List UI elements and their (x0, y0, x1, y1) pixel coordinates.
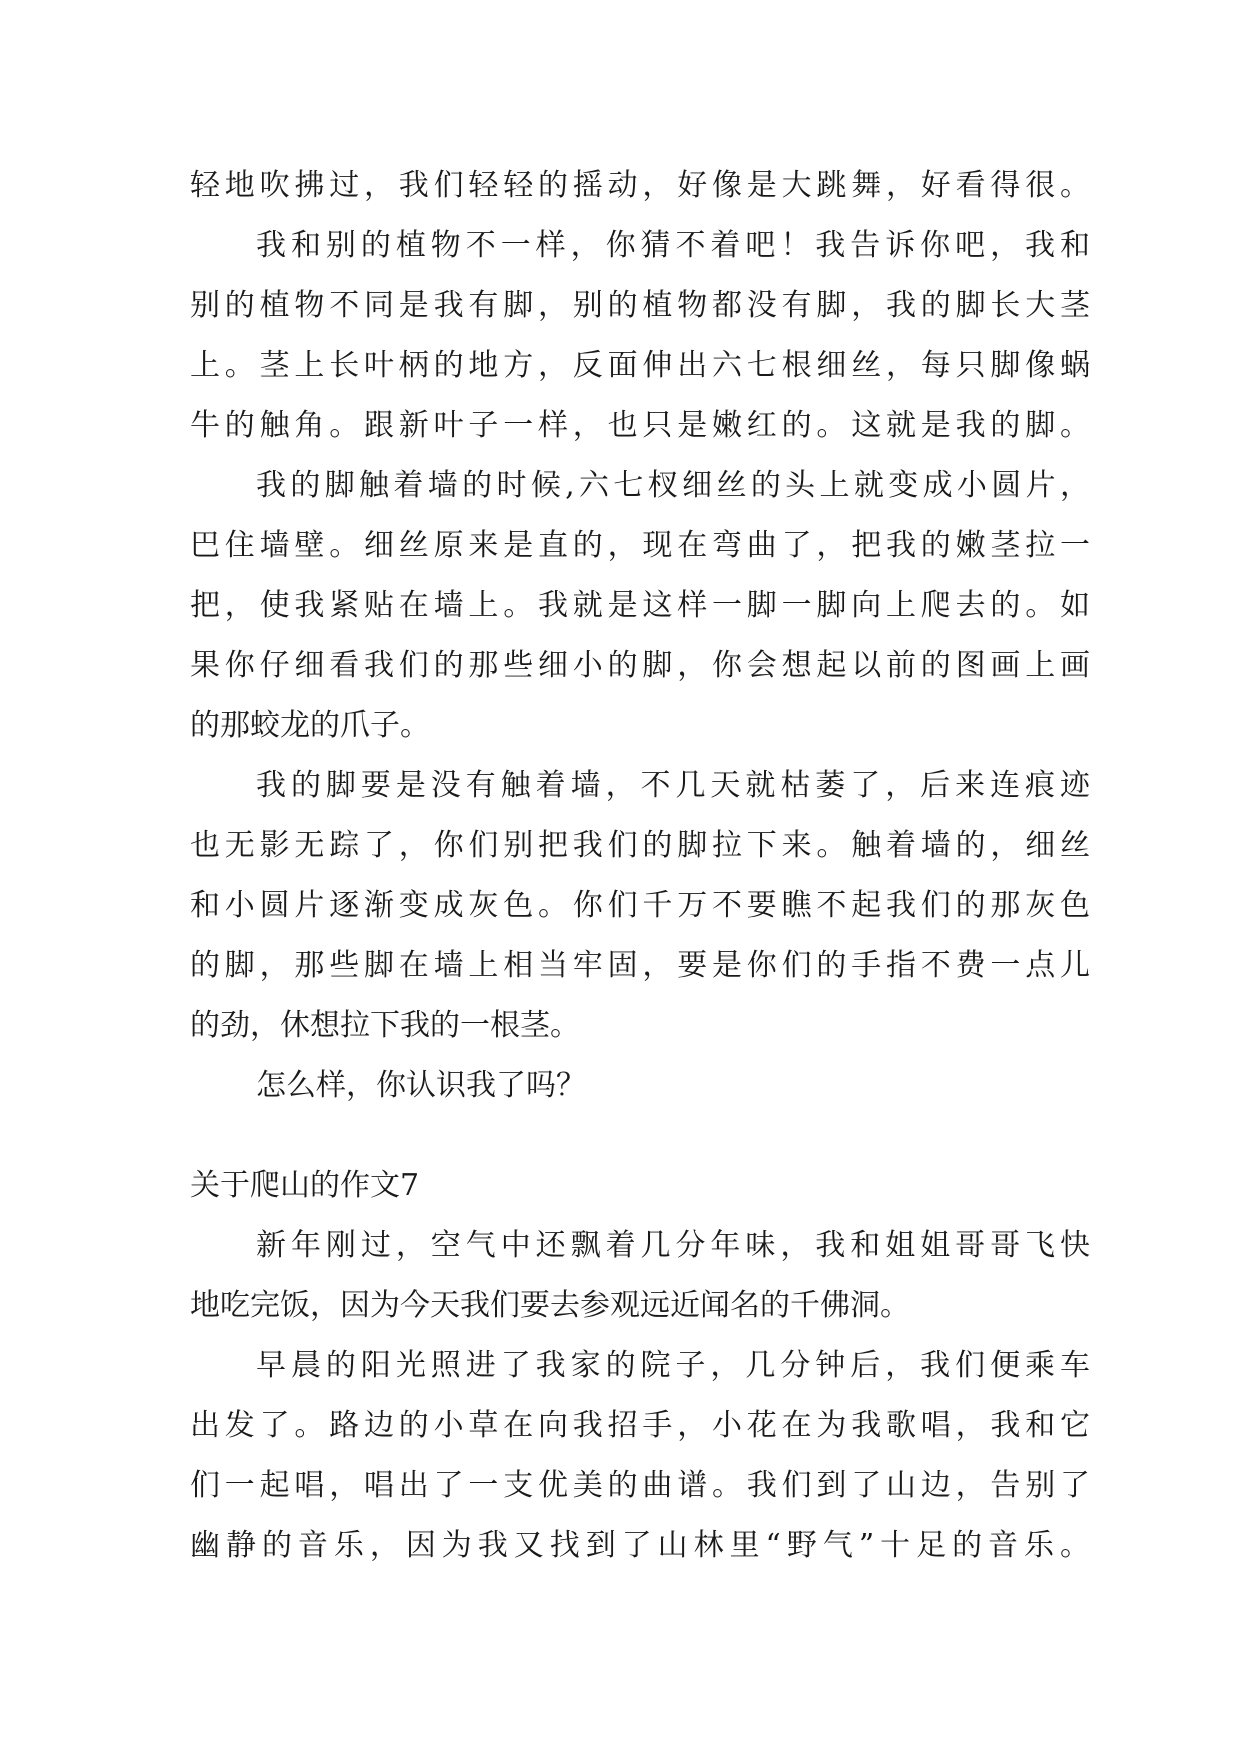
text-line: 我的脚要是没有触着墙，不几天就枯萎了，后来连痕迹 (256, 768, 1090, 803)
text-line: 果你仔细看我们的那些细小的脚，你会想起以前的图画上画 (190, 648, 1090, 683)
text-line: 巴住墙壁。细丝原来是直的，现在弯曲了，把我的嫩茎拉一 (190, 528, 1090, 563)
text-line: 地吃完饭，因为今天我们要去参观远近闻名的千佛洞。 (190, 1288, 910, 1323)
text-line: 把，使我紧贴在墙上。我就是这样一脚一脚向上爬去的。如 (190, 588, 1090, 623)
text-line: 出发了。路边的小草在向我招手，小花在为我歌唱，我和它 (190, 1408, 1090, 1443)
text-line: 幽静的音乐，因为我又找到了山林里“野气”十足的音乐。 (190, 1528, 1090, 1563)
text-line: 也无影无踪了，你们别把我们的脚拉下来。触着墙的，细丝 (190, 828, 1090, 863)
text-line: 早晨的阳光照进了我家的院子，几分钟后，我们便乘车 (256, 1348, 1090, 1383)
text-line: 牛的触角。跟新叶子一样，也只是嫩红的。这就是我的脚。 (190, 408, 1090, 443)
text-line: 我和别的植物不一样，你猜不着吧！我告诉你吧，我和 (256, 228, 1090, 263)
text-line: 新年刚过，空气中还飘着几分年味，我和姐姐哥哥飞快 (256, 1228, 1090, 1263)
section-heading: 关于爬山的作文7 (190, 1168, 420, 1203)
text-line: 们一起唱，唱出了一支优美的曲谱。我们到了山边，告别了 (190, 1468, 1090, 1503)
text-line: 轻地吹拂过，我们轻轻的摇动，好像是大跳舞，好看得很。 (190, 168, 1090, 203)
text-line: 的脚，那些脚在墙上相当牢固，要是你们的手指不费一点儿 (190, 948, 1090, 983)
text-line: 怎么样，你认识我了吗？ (256, 1068, 586, 1103)
text-line: 和小圆片逐渐变成灰色。你们千万不要瞧不起我们的那灰色 (190, 888, 1090, 923)
text-line: 我的脚触着墙的时候,六七杈细丝的头上就变成小圆片， (256, 468, 1090, 503)
text-line: 的劲，休想拉下我的一根茎。 (190, 1008, 580, 1043)
text-line: 的那蛟龙的爪子。 (190, 708, 430, 743)
text-line: 别的植物不同是我有脚，别的植物都没有脚，我的脚长大茎 (190, 288, 1090, 323)
text-line: 上。茎上长叶柄的地方，反面伸出六七根细丝，每只脚像蜗 (190, 348, 1090, 383)
